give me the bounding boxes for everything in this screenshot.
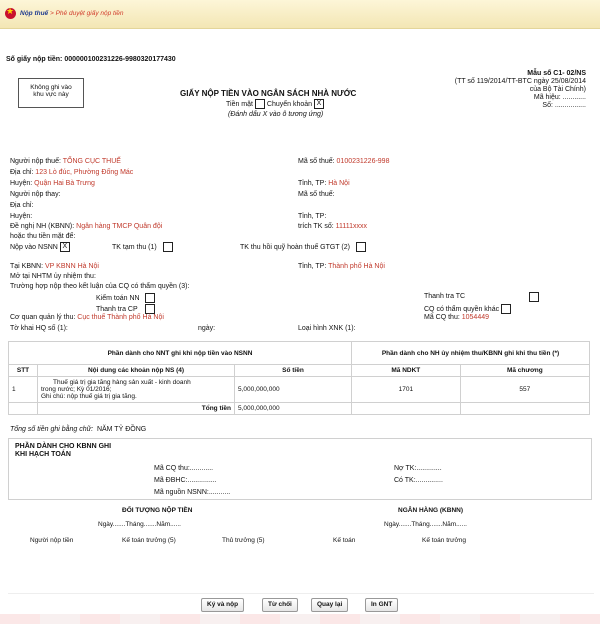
cash-label: Tiền mặt — [226, 100, 253, 108]
sig-thu-truong: Thủ trưởng (5) — [222, 537, 265, 544]
cq: Cục thuế Thành phố Hà Nội — [77, 314, 164, 321]
nsnn-checkbox[interactable]: X — [60, 242, 70, 252]
row-content — [38, 377, 235, 403]
request-bank-label: Đề nghị NH (KBNN): — [10, 223, 75, 230]
col-amount: Số tiền — [235, 365, 352, 377]
col-chuong: Mã chương — [460, 365, 589, 377]
address-label: Địa chỉ: — [10, 169, 34, 176]
sig-ke-toan-truong-bank: Kế toán trưởng — [422, 537, 467, 544]
sig-ke-toan-truong: Kế toán trưởng (5) — [122, 537, 176, 544]
thanh-tra-cp-label: Thanh tra CP — [96, 305, 138, 313]
transfer-checkbox[interactable]: X — [314, 99, 324, 109]
loai-hinh-label: Loại hình XNK (1): — [298, 325, 356, 332]
tk-tam-thu-checkbox[interactable] — [163, 242, 173, 252]
row-ndkt: 1701 — [352, 377, 461, 403]
ngay-label: ngày: — [198, 325, 216, 332]
tax-code-label: Mã số thuế: — [298, 158, 335, 165]
kbnn-accounting-section — [8, 438, 592, 500]
form-code-ministry: của Bộ Tài Chính) — [529, 86, 586, 93]
no-write-box — [18, 78, 84, 108]
kiem-toan-checkbox[interactable] — [145, 293, 155, 303]
kbnn-row — [10, 263, 99, 270]
row-amount: 5,000,000,000 — [235, 377, 352, 403]
payment-table — [8, 341, 590, 415]
kbnn-label: Tại KBNN: — [10, 263, 44, 270]
account-row — [298, 223, 367, 230]
cq-row — [10, 314, 164, 321]
province: Hà Nội — [328, 180, 350, 187]
ma-cq-label: Mã CQ thu: — [424, 314, 460, 321]
back-button[interactable]: Quay lại — [311, 598, 348, 612]
row-stt: 1 — [9, 377, 38, 403]
request-bank-row — [10, 223, 162, 230]
kbnn-title-line2: KHI HẠCH TOÁN — [15, 451, 71, 458]
payer-signature-date: Ngày.......Tháng.......Năm...... — [98, 521, 181, 528]
nhtm-label: Mở tại NHTM ủy nhiệm thu: — [10, 273, 96, 280]
to-khai-label: Tờ khai HQ số (1): — [10, 325, 68, 332]
payment-method — [226, 99, 324, 109]
district2-label: Huyện: — [10, 213, 33, 220]
bank-signature-title: NGÂN HÀNG (KBNN) — [398, 507, 463, 514]
thanh-tra-tc-label: Thanh tra TC — [424, 293, 466, 300]
kiem-toan-option — [96, 293, 155, 303]
payer-for-label: Người nộp thay: — [10, 191, 61, 198]
cq-label: Cơ quan quản lý thu: — [10, 314, 76, 321]
breadcrumb-item-nop-thue[interactable]: Nộp thuế — [20, 10, 49, 17]
tk-gtgt-label: TK thu hồi quỹ hoàn thuế GTGT (2) — [240, 243, 350, 251]
tax-code: 0100231226-998 — [336, 158, 390, 165]
cq-khac-checkbox[interactable] — [501, 304, 511, 314]
form-code-title: Mẫu số C1- 02/NS — [527, 70, 586, 77]
kbnn-title-line1: PHẦN DÀNH CHO KBNN GHI — [15, 443, 112, 450]
kbnn-ma-cq: Mã CQ thu:............ — [154, 465, 214, 472]
address: 123 Lò đúc, Phường Đống Mác — [35, 169, 134, 176]
kbnn-province: Thành phố Hà Nội — [328, 263, 385, 270]
in-words-row — [10, 426, 146, 433]
action-bar — [8, 593, 594, 614]
table-section-row — [9, 342, 590, 365]
kbnn-co-tk: Có TK:.............. — [394, 477, 443, 484]
sig-ke-toan: Kế toán — [333, 537, 356, 544]
tax-code-row — [298, 158, 389, 165]
province-label: Tỉnh, TP: — [298, 180, 327, 187]
cash-checkbox[interactable] — [255, 99, 265, 109]
row-content-line2: trong nước; Kỳ 01/2016; — [41, 386, 112, 393]
form-code-circular: (TT số 119/2014/TT-BTC ngày 25/08/2014 — [454, 78, 586, 85]
col-ndkt: Mã NDKT — [352, 365, 461, 377]
kbnn-province-row — [298, 263, 385, 270]
payer-name-label: Người nộp thuế: — [10, 158, 61, 165]
reject-button[interactable]: Từ chối — [262, 598, 298, 612]
print-button[interactable]: In GNT — [365, 598, 398, 612]
section-nnt-header: Phần dành cho NNT ghi khi nộp tiền vào NSNN — [9, 342, 352, 365]
form-code-number: Số: ................ — [542, 102, 586, 109]
payer-name-row — [10, 158, 121, 165]
payer-name: TỔNG CỤC THUẾ — [62, 158, 121, 165]
kbnn-no-tk: Nợ TK:............. — [394, 465, 442, 472]
bottom-strip — [0, 614, 600, 624]
top-bar — [0, 0, 600, 29]
payer-signature-title: ĐỐI TƯỢNG NỘP TIỀN — [122, 507, 193, 514]
tk-gtgt-option — [240, 242, 366, 252]
no-write-line2: khu vực này — [33, 91, 69, 98]
cq-khac-option — [424, 304, 511, 314]
kbnn-province-label: Tỉnh, TP: — [298, 263, 327, 270]
table-row — [9, 377, 590, 403]
thanh-tra-tc-option — [424, 293, 465, 300]
kbnn: VP KBNN Hà Nội — [45, 263, 99, 270]
row-chuong: 557 — [460, 377, 589, 403]
col-content: Nội dung các khoản nộp NS (4) — [38, 365, 235, 377]
sign-submit-button[interactable]: Ký và nộp — [201, 598, 244, 612]
payment-note: (Đánh dấu X vào ô tương ứng) — [228, 111, 324, 118]
bank-signature-date: Ngày.......Tháng.......Năm...... — [384, 521, 467, 528]
province-row — [298, 180, 350, 187]
tax-code2-label: Mã số thuế: — [298, 191, 335, 198]
district-label: Huyện: — [10, 180, 33, 187]
transfer-label: Chuyển khoản — [266, 100, 313, 108]
emblem-icon — [5, 8, 16, 19]
case-label: Trường hợp nộp theo kết luận của CQ có thẩm quyền (3): — [10, 283, 190, 290]
kbnn-ma-dbhc: Mã ĐBHC:............... — [154, 477, 217, 484]
table-total-row — [9, 403, 590, 415]
tk-tam-thu-label: TK tạm thu (1) — [112, 243, 157, 251]
in-words-label: Tổng số tiền ghi bằng chữ: — [10, 426, 94, 433]
district: Quận Hai Bà Trưng — [34, 180, 95, 187]
ma-cq: 1054449 — [461, 314, 490, 321]
tk-gtgt-checkbox[interactable] — [356, 242, 366, 252]
in-words-value: NĂM TỶ ĐỒNG — [96, 426, 147, 433]
province2-label: Tỉnh, TP: — [298, 213, 327, 220]
breadcrumb-item-phe-duyet[interactable]: Phê duyệt giấy nộp tiền — [55, 10, 124, 17]
tk-tam-thu-option — [112, 242, 173, 252]
district-row — [10, 180, 95, 187]
address-row — [10, 169, 133, 176]
ma-cq-row — [424, 314, 489, 321]
col-stt: STT — [9, 365, 38, 377]
form-code — [424, 70, 586, 110]
thanh-tra-tc-checkbox[interactable] — [529, 292, 539, 302]
request-bank: Ngân hàng TMCP Quân đội — [76, 223, 163, 230]
breadcrumb — [20, 10, 124, 17]
doc-number-value: 000000100231226-9980320177430 — [64, 56, 176, 63]
thanh-tra-tc-checkbox-wrap — [529, 292, 539, 302]
cq-khac-label: CQ có thẩm quyền khác — [424, 305, 500, 313]
kiem-toan-label: Kiểm toán NN — [96, 294, 140, 302]
no-write-line1: Không ghi vào — [30, 84, 72, 91]
table-header-row — [9, 365, 590, 377]
sig-nguoi-nop: Người nộp tiền — [30, 537, 74, 544]
nsnn-label: Nộp vào NSNN — [10, 243, 58, 251]
section-nh-header: Phần dành cho NH ủy nhiệm thu/KBNN ghi khi thu tiền (*) — [352, 342, 590, 365]
row-content-line1: Thuế giá trị gia tăng hàng sản xuất - kinh doanh — [53, 379, 191, 386]
nsnn-option — [10, 242, 70, 252]
page-title: GIẤY NỘP TIỀN VÀO NGÂN SÁCH NHÀ NƯỚC — [180, 89, 357, 98]
account-number: 11111xxxx — [335, 223, 368, 230]
breadcrumb-separator: > — [48, 10, 56, 17]
cash-purpose-label: hoặc thu tiền mặt để: — [10, 233, 76, 240]
doc-number-label: Số giấy nộp tiền: — [6, 56, 63, 63]
total-label: Tổng tiền — [38, 403, 235, 415]
form-code-symbol: Mã hiệu: ............ — [533, 94, 586, 101]
account-label: trích TK số: — [298, 223, 334, 230]
address2-label: Địa chỉ: — [10, 202, 34, 209]
thanh-tra-cp-option — [96, 304, 155, 314]
doc-number — [6, 56, 176, 63]
thanh-tra-cp-checkbox[interactable] — [145, 304, 155, 314]
kbnn-ma-nguon: Mã nguồn NSNN:........... — [154, 489, 231, 496]
total-amount: 5,000,000,000 — [235, 403, 352, 415]
row-content-line3: Ghi chú: nộp thuế giá trị gia tăng. — [41, 393, 137, 400]
